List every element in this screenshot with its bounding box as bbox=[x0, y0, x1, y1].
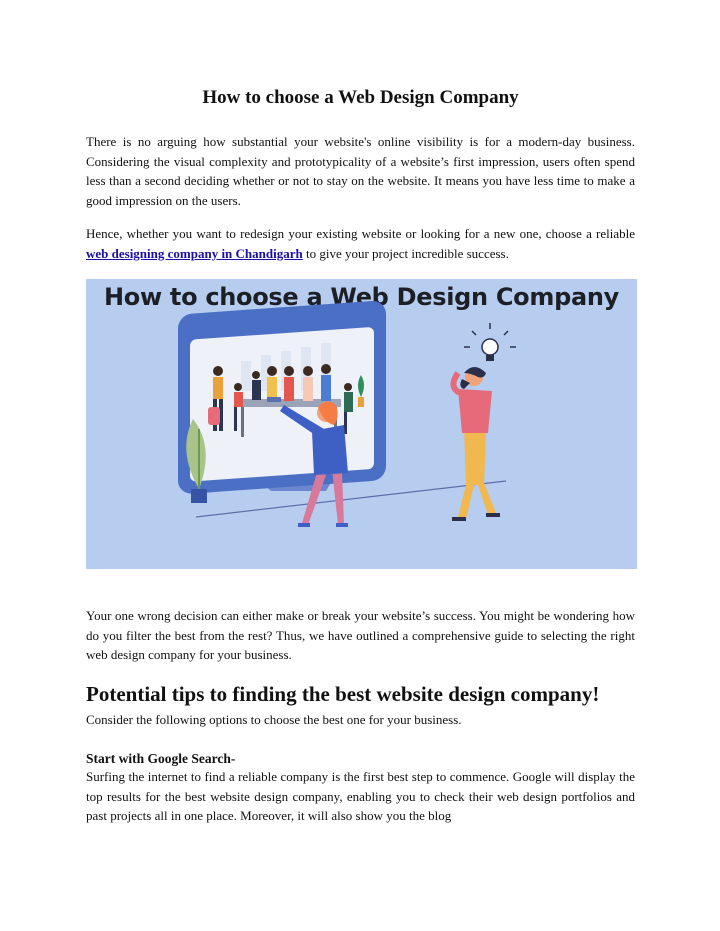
third-paragraph: Your one wrong decision can either make or break your website’s success. You might be wondering how do you filter the best from the rest? Thus, we have outlined a comprehensive guide to selecting the right web design company for your business. bbox=[86, 608, 635, 663]
second-paragraph bbox=[86, 224, 635, 263]
page-title: How to choose a Web Design Company bbox=[202, 87, 519, 108]
second-paragraph-after-link: to give your project incredible success. bbox=[302, 245, 509, 261]
web-design-illustration bbox=[86, 279, 637, 569]
hero-heading: How to choose a Web Design Company bbox=[104, 283, 619, 311]
subsection-paragraph: Surfing the internet to find a reliable company is the first best step to commence. Google will display the top results for the best website design company, enabling you to check their web design portfolios and past projects all in one place. Moreover, it will also show you the blog bbox=[86, 769, 635, 824]
subsection-heading: Start with Google Search- bbox=[86, 751, 236, 766]
section-intro: Consider the following options to choose the best one for your business. bbox=[86, 712, 462, 727]
intro-paragraph: There is no arguing how substantial your website's online visibility is for a modern-day business. Considering the visual complexity and prototypicality of a website’s first impression, users often spend less than a second deciding whether or not to stay on the website. It means you have less time to make a good impression on the users. bbox=[86, 134, 635, 208]
chandigarh-company-link[interactable]: web designing company in Chandigarh bbox=[86, 245, 303, 261]
hero-illustration bbox=[86, 279, 637, 569]
second-paragraph-before-link: Hence, whether you want to redesign your existing website or looking for a new one, choose a reliable bbox=[86, 226, 635, 241]
section-heading: Potential tips to finding the best website design company! bbox=[86, 682, 600, 706]
